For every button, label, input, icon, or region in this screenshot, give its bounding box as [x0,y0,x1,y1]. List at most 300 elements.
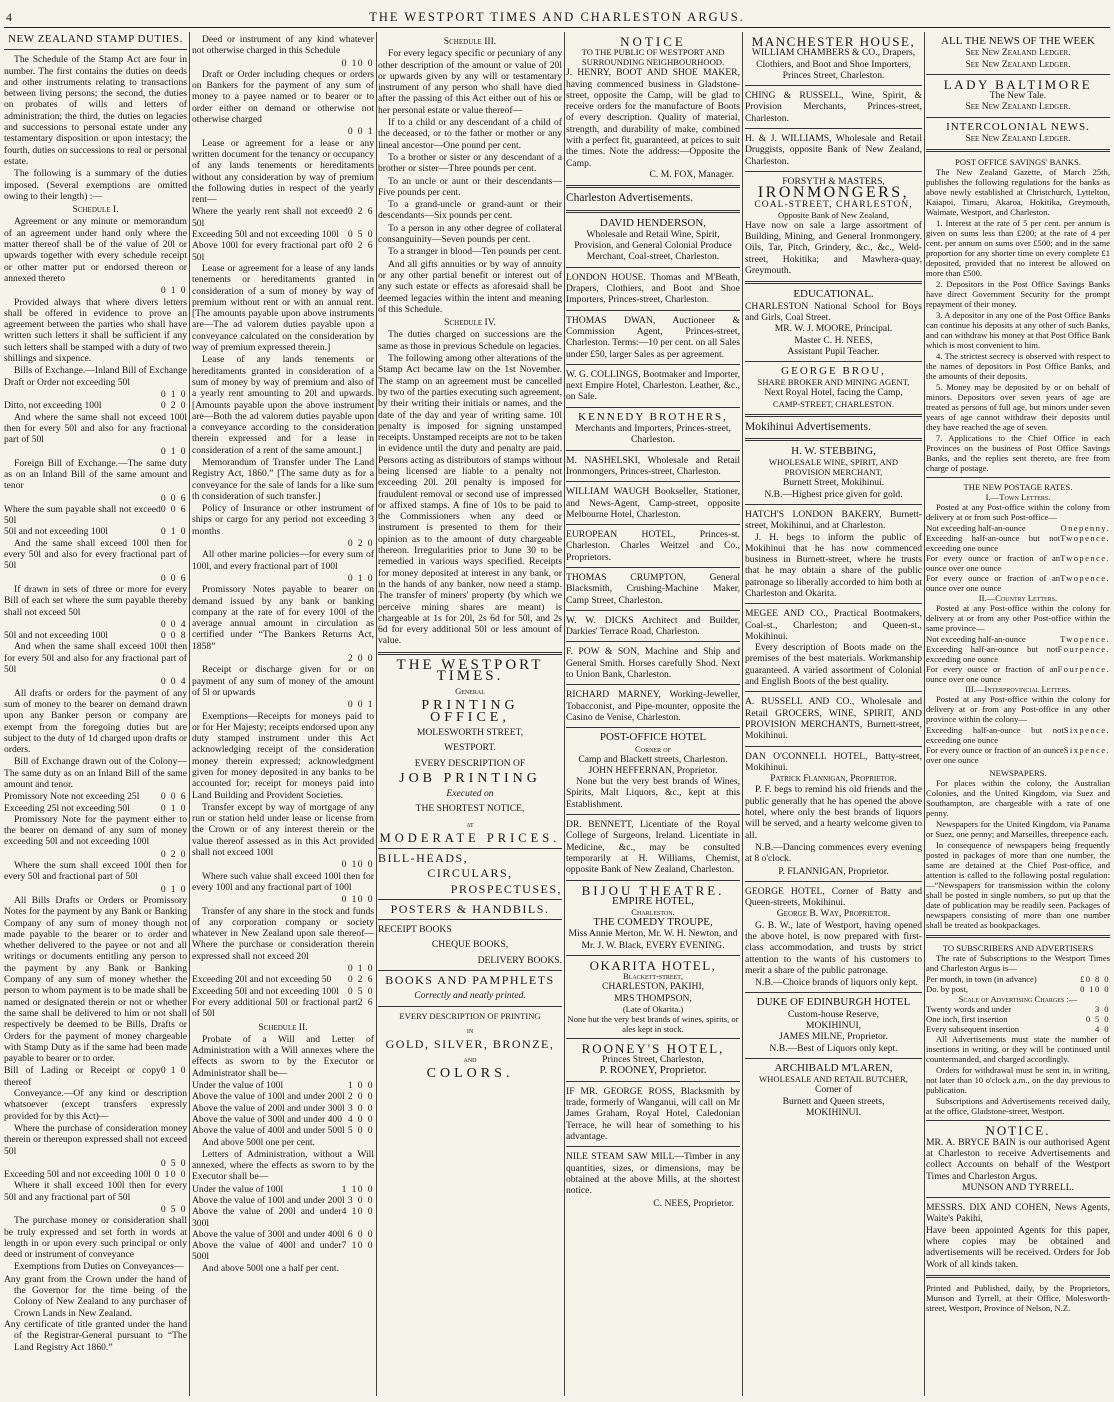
ad-line: EVERY DESCRIPTION OF [414,757,526,769]
ad-line: PROSPECTUSES, [450,881,562,896]
forsyth-masters-ad [745,176,922,276]
dicks-ad: W. W. DICKS Architect and Builder, Darkies' Terrace Road, Charleston. [566,614,740,638]
ad-title: THE WESTPORT TIMES. [396,656,544,685]
divider [745,128,922,129]
row-label: Exceeding half-an-ounce but not exceeding one ounce [926,725,1064,746]
divider [926,1275,1110,1278]
paragraph: Promissory Notes payable to bearer on demand issued by any bank or banking company at the rate of for every 100l of the average annual amount in circulation as certified under “The Bankers Returns Act, 1858” [192,584,374,652]
ad-body: Wholesale and Retail Wine, Spirit, Provision, and General Colonial Produce Merchant, Coal-street, Charleston. [574,228,732,263]
divider [745,361,922,362]
ad-line: Blackett-street, [622,971,684,982]
divider [745,414,922,417]
row-amount: 4 0 [1095,1024,1110,1035]
duty-row [4,676,187,687]
subscribers-notice [926,943,1110,1116]
ad-title: ROONEY'S HOTEL, [581,1040,725,1056]
paragraph: Conveyance.—Of any kind or description whatsoever (except transfers expressly provided for by this Act)— [4,1088,187,1122]
duty-label: 50l and not exceeding 100l [4,630,108,642]
ad-line: Correctly and neatly printed. [414,990,526,1002]
duty-label: Exceeding 50l and not exceeding 100l [192,985,339,997]
paragraph: To a stranger in blood—Ten pounds per cent. [388,246,562,258]
paragraph: The purchase money or consideration shall be truly expressed and set forth in words at length in or upon every such principal or only deed or instrument of conveyance [4,1215,187,1261]
imprint: Printed and Published, daily, by the Proprietors, Munson and Tyrrell, at their Office, Molesworth-street, Westport, Province of Nelson, N.Z. [926,1282,1110,1313]
ad-title: DUKE OF EDINBURGH HOTEL [756,996,911,1009]
duty-row [192,699,374,710]
ad-line: JAMES MILNE, Proprietor. [779,1031,888,1043]
table-row [926,573,1110,593]
duty-row [4,619,187,630]
divider [566,267,740,268]
ad-title: GEORGE BROU, [781,365,886,378]
duty-label: Bill of Lading or Receipt or copy thereof [4,1065,161,1088]
ad-line: MOKIHINUI, [805,1020,862,1032]
paragraph: All Advertisements must state the number of insertions in writing, or they will be continued until countermanded, and charged accordingly. [926,1034,1110,1065]
williams-ad: H. & J. WILLIAMS, Wholesale and Retail Druggists, opposite Bank of New Zealand, Charleston. [745,133,922,167]
row-amount: 3 0 0 [347,1102,374,1114]
duty-row [4,504,187,527]
duty-amount: 0 0 4 [160,618,187,630]
row-label: Twenty words and under [926,1004,1012,1015]
notice-ad [566,36,740,180]
crumpton-ad: THOMAS CRUMPTON, General Blacksmith, Crushing-Machine Maker, Camp Street, Charleston. [566,571,740,606]
row-label: For every ounce or fraction of an ounce over one ounce [926,745,1064,766]
ad-line: FORSYTH & MASTERS, [782,175,885,187]
duty-row [192,58,374,69]
divider [566,450,740,451]
paragraph: Subscriptions and Advertisements received daily, at the office, Gladstone-street, Westport. [926,1096,1110,1117]
paragraph: Agreement or any minute or memorandum of an agreement under hand only where the matter thereof shall be of the value of 20l or upwards together with every schedule receipt or other matter put or endorsed thereon or annexed thereto [4,216,187,284]
divider [378,1006,562,1007]
paragraph: Lease of any lands tenements or hereditaments granted in consideration of a sum of money by way of premium and also of a yearly rent amounting to 20l and upwards. [Amounts payable upon the above instrument are—Both the ad valorem duties payable upon a conveyance according to the consideration therein expressed and for a lease in consideration of a rent of the same amount.] [192,354,374,456]
country-rates-table [926,634,1110,684]
duty-label: Promissory Note not exceeding 25l [4,791,140,803]
duty-row [192,894,374,905]
paragraph: Probate of a Will and Letter of Administration with a Will annexes where the effects as sworn to by the Executor or Administrator shall be— [192,1033,374,1079]
divider [566,567,740,568]
ad-line: Custom-house Reserve, [787,1008,880,1020]
row-amount: Twopence. [1060,634,1110,645]
ad-line: MRS THOMPSON, [614,992,692,1004]
divider [566,481,740,482]
subheading: II.—Country Letters. [978,593,1058,604]
duty-row [4,526,187,537]
divider [745,281,922,284]
paragraph: And all gifts annuities or by way of annuity or any other partial benefit or interest out of any such estate or effects as aforesaid shall be deemed legacies within the intent and meaning of this Schedule. [378,258,562,315]
ad-line: and [463,1053,477,1064]
table-row [192,1091,374,1102]
paragraph: The Schedule of the Stamp Act are four in number. The first contains the duties on deeds and other instruments relating to transactions between living persons; the second, the duties on probates of wills and letters of administration; the third, the duties on legacies and successions to personal estate under any testamentary disposition or upon intestacy; the fourth, duties on successions to real or personal estate. [4,54,187,167]
paragraph: 2. Depositors in the Post Office Savings Banks have direct Government Security for the prompt repayment of their money. [926,279,1110,310]
duty-amount: 0 2 6 [347,974,374,986]
table-row [192,1080,374,1091]
duty-row [192,974,374,985]
divider [566,210,740,213]
divider [566,684,740,685]
paragraph: Foreign Bill of Exchange.—The same duty as on an Inland Bill of the same amount and tenor [4,457,187,492]
ad-title: EDUCATIONAL. [793,288,874,301]
divider [566,814,740,815]
row-label: For every ounce or fraction of an ounce over one ounce [926,553,1061,574]
post-office-hotel-ad [566,732,740,810]
bennett-ad: DR. BENNETT, Licentiate of the Royal College of Surgeons, Ireland. Licentiate in Medicine, &c., may be consulted temporarily at H. Williams, Chemist, opposite Bank of New Zealand, Charleston. [566,819,740,876]
subheading: Scale of Advertising Charges :— [958,994,1078,1005]
divider [745,881,922,882]
row-amount: 4 0 0 [347,1113,374,1125]
paper-title: THE WESTPORT TIMES AND CHARLESTON ARGUS. [369,10,745,24]
paragraph: And when the same shall exceed 100l then for every 50l and also for any fractional part of 50l [4,641,187,676]
table-row [926,634,1110,644]
column-stamp-duties [4,34,187,1396]
duty-row [192,573,374,584]
duty-amount: 0 5 0 [347,985,374,997]
schedule-heading: Schedule III. [443,36,497,47]
table-row [926,745,1110,765]
table-row [192,1195,374,1206]
duty-amount: 0 2 0 [160,848,187,860]
ad-body: N.B.—Choice brands of liquors only kept. [755,977,919,989]
ad-line: BOOKS AND PAMPHLETS [385,973,555,988]
duty-amount: 0 5 0 [160,1157,187,1169]
column-rule [189,32,190,1396]
column-rule [376,32,377,1396]
ad-body: Have now on sale a large assortment of Building, Mining, and General Ironmongery. Oils, Tar, Pitch, Grindery, &c., &c., Weld-street, Hokitika; and Mawhera-quay, Greymouth. [745,219,922,277]
paragraph: 3. A depositor in any one of the Post Office Banks can continue his deposits at any other of such Banks, and can withdraw his money at that Post Office Bank which is most convenient to him. [926,310,1110,351]
ad-line: EMPIRE HOTEL, [612,894,694,907]
duty-label: For every additional 50l or fractional part of 50l [192,996,358,1020]
table-row [926,1004,1110,1014]
divider [745,691,922,692]
stebbing-ad [745,446,922,500]
edinburgh-hotel-ad [745,997,922,1053]
ad-title: KENNEDY BROTHERS, [578,410,728,423]
duty-label: Exceeding 50l and not exceeding 100l [4,1169,151,1181]
ad-line: Charleston. [631,907,675,918]
divider [745,438,922,441]
bijou-theatre-ad [566,882,740,951]
ad-line: at [466,818,474,829]
kennedy-ad [566,412,740,446]
paragraph: Where the sum shall exceed 100l then for every 50l and fractional part of 50l [4,860,187,883]
table-row [192,1184,374,1195]
paragraph: All drafts or orders for the payment of any sum of money to the bearer on demand drawn upon any Banker person or company are exempt from the foregoing duties but are subject to the duty of 1d charged upon drafts or orders. [4,687,187,756]
ad-line: POSTERS & HANDBILS. [390,901,550,916]
duty-amount: 0 2 6 [347,240,374,252]
divider [566,610,740,611]
paragraph: Where the purchase of consideration money therein or thereupon expressed shall not exceed 50l [4,1122,187,1157]
ad-line: CHEQUE BOOKS, [431,939,509,951]
row-amount: Sixpence. [1063,745,1110,756]
duty-row [192,963,374,974]
section-heading: THE NEW POSTAGE RATES. [963,482,1073,493]
duty-row [192,206,374,229]
table-row [926,725,1110,745]
table-row [192,1240,374,1263]
duty-amount: 0 2 0 [160,400,187,412]
ad-line: See New Zealand Ledger. [965,101,1071,113]
ad-signature: MUNSON AND TYRRELL. [961,1181,1075,1193]
table-row [192,1206,374,1229]
table-row [926,523,1110,533]
pow-ad: F. POW & SON, Machine and Ship and General Smith. Horses carefully Shod. Next to Union Bank, Charleston. [566,646,740,681]
duty-label: Exceeding 50l and not exceeding 100l [192,229,339,241]
george-hotel-ad [745,886,922,989]
schedule-heading: Schedule I. [72,204,119,216]
ad-title: MANCHESTER HOUSE, [751,34,916,49]
duty-row [4,389,187,400]
european-hotel-ad: EUROPEAN HOTEL, Princes-st. Charleston. Charles Weitzel and Co., Proprietors. [566,529,740,563]
ad-body: MR. A. BRYCE BAIN is our authorised Agent at Charleston to receive Advertisements and collect Accounts on behalf of the Westport Times and Charleston Argus. [926,1136,1110,1182]
ad-body: None but the very best brands of Wines, Spirits, Malt Liquors, &c., kept at this Establishment. [566,776,740,810]
job-printing-ad [378,656,562,1081]
ad-line: Next Royal Hotel, facing the Camp, [764,387,903,399]
row-amount: Fourpence. [1057,644,1110,655]
divider [745,603,922,604]
henderson-ad [566,218,740,263]
ad-line: Executed on [446,788,494,800]
row-label: Exceeding half-an-ounce but not exceeding one ounce [926,644,1058,665]
london-house-ad: LONDON HOUSE. Thomas and M'Beath, Drapers, Clothiers, and Boot and Shoe Importers, Princes-street, Charleston. [566,271,740,306]
duty-row [192,653,374,664]
ad-line: GOLD, SILVER, BRONZE, [385,1036,555,1051]
ad-title: DAVID HENDERSON, [599,216,707,229]
lady-baltimore-ad [926,76,1110,113]
ad-line: N.B.—Highest price given for gold. [764,488,903,500]
divider [566,1038,740,1039]
row-label: Above the value of 400l and under 500l [192,1240,342,1263]
divider [745,1058,922,1059]
row-amount: 0 10 0 [1080,984,1110,995]
column-rule [742,32,743,1396]
duty-amount: 0 0 6 [160,503,187,515]
divider [926,149,1110,152]
paragraph: Lease or agreement for a lease of any lands tenements or hereditaments granted in consideration of a sum of money by way of premium without rent or with an annual rent. [The amounts payable upon above instruments are—The ad valorem duties payable upon a conveyance calculated on the consideration by way of premium expressed therein.] [192,262,374,354]
divider [566,524,740,525]
ad-line: Opposite Bank of New Zealand, [778,209,889,220]
column-rule [924,32,925,1396]
ad-title: DAN O'CONNELL HOTEL, Batty-street, Mokihinui. [745,750,922,773]
ad-line: MR. W. J. MOORE, Principal. [774,323,893,335]
advertising-rates-table [926,1004,1110,1034]
ad-line: BILL-HEADS, [378,851,469,865]
duty-row [4,400,187,411]
section-heading: Charleston Advertisements. [566,192,694,205]
paragraph: Policy of Insurance or other instrument of ships or cargo for any period not exceeding 3 months [192,503,374,537]
divider [566,880,740,881]
duty-amount: 0 1 0 [160,883,187,895]
paragraph: If to a child or any descendant of a child of the deceased, or to the father or mother or any lineal ancestor—One pound per cent. [378,117,562,151]
ad-line: THE COMEDY TROUPE, [593,916,713,929]
divider [378,919,562,920]
duty-label: Where the yearly rent shall not exceed 50l [192,206,348,229]
paragraph: Draft or Order including cheques or orders on Bankers for the payment of any sum of money to a payee named or to bearer or to order either on demand or otherwise not otherwise charged [192,68,374,126]
divider [378,970,562,971]
ad-title: NOTICE [620,34,686,49]
table-row [192,1229,374,1240]
duty-row [192,538,374,549]
interprovincial-rates-table [926,725,1110,765]
row-amount: 3 0 0 [347,1194,374,1206]
paragraph: To a brother or sister or any descendant of a brother or sister—Three pounds per cent. [378,151,562,175]
duty-label: 50l and not exceeding 100l [4,526,108,538]
divider [566,727,740,728]
section-heading: Mokihinui Advertisements. [745,420,871,433]
duty-row [4,1204,187,1215]
ad-body: Camp and Blackett streets, Charleston. JOHN HEFFERNAN, Proprietor. [578,753,728,776]
row-label: Above the value of 100l and under 200l [192,1091,345,1103]
paragraph: Newspapers for the United Kingdom, via Panama or Suez, one penny; and Marseilles, threepence each. [926,819,1110,840]
subscription-rates-table [926,974,1110,994]
ledger-news-ad [926,36,1110,70]
ad-line: MOKIHINUI. [805,1106,862,1118]
paragraph: Any grant from the Crown under the hand of the Governor for the time being of the Colony of New Zealand to any purchaser of Crown Lands in New Zealand. [4,1273,187,1319]
row-amount: Twopence. [1060,553,1110,564]
divider [926,477,1110,478]
row-amount: 6 0 0 [347,1228,374,1240]
paragraph: Letters of Administration, without a Will annexed, where the effects as sworn to by the Executor shall be— [192,1148,374,1183]
row-amount: 1 10 0 [341,1183,374,1195]
ad-body: Merchants and Importers, Princes-street, Charleston. [575,423,731,446]
paragraph: 4. The strictest secrecy is observed with respect to the names of depositors in Post Office Banks, and the amounts of their deposits. [926,351,1110,382]
ad-title: ALL THE NEWS OF THE WEEK [941,35,1095,47]
paragraph: Deed or instrument of any kind whatever not otherwise charged in this Schedule [192,34,374,57]
row-amount: 1 0 0 [347,1080,374,1092]
table-row [926,1014,1110,1024]
duty-amount: 0 1 0 [347,963,374,975]
paragraph: In consequence of newspapers being frequently posted in packages of more than one number, the same are detained at the Chief Post-office, and attention is called to the following postal regulation:—“Newspapers for transmission within the colony shall be posted in single numbers, so put up that the date of publication may be readily seen. Packages of newspapers consisting of more than one number shall be treated as bookpackages. [926,840,1110,931]
ad-body: CHARLESTON National School for Boys and Girls, Coal Street. [745,300,922,323]
row-amount: 4 10 0 [341,1206,374,1218]
ad-line: George B. Way, Proprietor. [776,908,891,920]
duty-amount: 0 0 6 [160,572,187,584]
duty-amount: 0 10 0 [341,894,374,906]
ad-line: COAL-STREET, CHARLESTON, [754,198,913,210]
okarita-hotel-ad [566,960,740,1034]
bryce-bain-notice [926,1125,1110,1193]
collings-ad: W. G. COLLINGS, Bootmaker and Importer, next Empire Hotel, Charleston. Leather, &c., on Sale. [566,368,740,403]
paragraph: Where it shall exceed 100l then for every 50l and any fractional part of 50l [4,1180,187,1203]
duty-amount: 0 0 6 [160,791,187,803]
ad-title: ARCHIBALD M'LAREN, [774,1061,893,1074]
masthead-rule [4,27,1110,28]
mclaren-butcher-ad [745,1063,922,1118]
divider [566,364,740,365]
duty-amount: 0 1 0 [160,446,187,458]
paragraph: Transfer of any share in the stock and funds of any corporation company or society whatever in New Zealand upon sale thereof—Where the purchase or consideration therein expressed shall not exceed 20l [192,905,374,962]
table-row [926,1024,1110,1034]
row-label: For every ounce or fraction of an ounce over one ounce [926,664,1058,685]
duty-amount: 0 1 0 [160,1065,187,1077]
duty-amount: 0 1 0 [160,388,187,400]
ad-title: BIJOU THEATRE. [581,882,725,898]
duty-row [4,1065,187,1088]
dix-cohen-ad [926,1202,1110,1270]
ad-line: COLORS. [426,1065,514,1081]
duty-amount: 0 10 0 [154,1169,187,1181]
duty-amount: 0 10 0 [341,859,374,871]
ad-body: J. HENRY, BOOT AND SHOE MAKER, having commenced business in Gladstone-street, opposite the Camp, will be glad to receive orders for the manufacture of Boots of every description. Quality of material, strength, and durability of make, combined with a perfect fit, guaranteed, at prices to suit the times. Note the address:—Opposite the Camp. [566,67,740,169]
nile-saw-mill-ad: NILE STEAM SAW MILL—Timber in any quantities, sizes, or dimensions, may be obtained at the above Mills, at the shortest notice. [566,1151,740,1197]
paragraph: And above 500l one a half per cent. [202,1262,339,1274]
ad-line: Patrick Flannigan, Proprietor. [770,773,897,785]
divider [378,899,562,900]
dwan-ad: THOMAS DWAN, Auctioneer & Commission Agent, Princes-street, Charleston. Terms:—10 per cent. on all Sales under £50, larger Sales as per agreement. [566,314,740,360]
divider [566,1146,740,1147]
paragraph: If drawn in sets of three or more for every Bill of each set where the sum payable thereby shall not exceed 50l [4,583,187,618]
subheading: III.—Interprovincial Letters. [965,684,1071,695]
duty-amount: 0 10 0 [341,57,374,69]
paragraph: Lease or agreement for a lease or any written document for the tenancy or occupancy of any lands tenements or hereditaments without any consideration by way of premium the following duties in respect of the yearly rent— [192,137,374,206]
ad-signature: C. M. FOX, Manager. [649,168,734,180]
row-label: Above the value of 100l and under 200l [192,1194,345,1206]
divider [566,185,740,188]
waugh-ad: WILLIAM WAUGH Bookseller, Stationer, and News-Agent, Camp-street, opposite Melbourne Hotel, Charleston. [566,486,740,520]
row-label: Under the value of 100l [192,1080,284,1092]
divider [566,1081,740,1082]
ad-line: (Late of Okarita.) [622,1003,684,1014]
duty-row [4,1158,187,1169]
divider [378,652,562,655]
divider [378,848,562,849]
duty-row [192,997,374,1020]
duty-amount: 0 1 0 [160,802,187,814]
duty-label: Where the sum payable shall not exceed 50l [4,503,161,527]
duty-row [4,493,187,504]
divider [926,74,1110,75]
duty-row [192,126,374,137]
schedule-heading: Schedule II. [258,1021,308,1033]
paragraph: Where such value shall exceed 100l then for every 100l and any fractional part of 100l [192,870,374,893]
ad-body: None but the very best brands of wines, spirits, or ales kept in stock. [567,1013,739,1034]
ad-body: P. F. begs to remind his old friends and the public generally that he has opened the above hotel, where only the best brands of liquors will be served, and a hearty welcome given to all. [745,784,922,841]
russell-grocers-ad: A. RUSSELL AND CO., Wholesale and Retail GROCERS, WINE, SPIRIT, AND PROVISION MERCHANTS, Burnett-street, Mokihinui. [745,696,922,742]
ad-line: Burnett Street, Mokihinui. [782,477,885,489]
masthead [0,0,1114,30]
paragraph: 5. Money may be deposited by or on behalf of minors. Depositors over seven years of age are treated as persons of full age, but minors under seven years of age cannot withdraw their deposits until they have reached the age of seven. [926,382,1110,433]
megee-ad [745,608,922,687]
row-label: Above the value of 300l and under 400l [192,1228,345,1240]
paragraph: For every legacy specific or pecuniary of any other description of the amount or value of 20l or upwards given by any will or testamentary instrument of any person who shall have died after the passing of this Act either out of his or her personal estate or value thereof— [378,48,562,116]
ad-body: Every description of Boots made on the premises of the best materials. Workmanship guaranteed. A varied assortment of Colonial and English Boots of the best quality. [745,642,922,688]
ad-line: MODERATE PRICES. [379,830,561,845]
row-label: Above the value of 200l and under 300l [192,1206,342,1229]
divider [745,992,922,993]
ad-title: HATCH'S LONDON BAKERY, Burnett-street, Mokihinui, and at Charleston. [745,508,922,532]
divider [566,407,740,408]
duty-row [4,630,187,641]
ad-line: The New Tale. [989,90,1047,102]
paragraph: Orders for withdrawal must be sent in, in writing, not later than 10 o'clock a.m., on the day previous to publication. [926,1065,1110,1096]
duty-row [4,884,187,895]
divider [926,1197,1110,1198]
ad-line: EVERY DESCRIPTION OF PRINTING [399,1010,541,1021]
schedule-heading: Schedule IV. [444,317,496,329]
ad-line: THE SHORTEST NOTICE, [415,803,525,815]
section-heading: POST OFFICE SAVINGS' BANKS. [955,157,1081,168]
ad-line: Corner of [814,1084,853,1096]
duty-amount: 0 0 1 [347,126,374,138]
table-row [192,1125,374,1136]
row-label: For every ounce or fraction of an ounce over one ounce [926,573,1061,594]
duty-amount: 0 1 0 [347,572,374,584]
paragraph: Exemptions—Receipts for moneys paid to or for Her Majesty; receipts endorsed upon any duty stamped instrument under this Act acknowledging receipt of the consideration money therein expressed; acknowledgment given for money deposited in any banks to be accounted for; receipt for moneys paid into Land Building and Provident Societies. [192,710,374,801]
ad-body: G. B. W., late of Westport, having opened the above hotel, is now prepared with first-class accommodation, and trusts by strict attention to the wants of his customers to merit a share of the public patronage. [745,919,922,976]
intercolonial-ad [926,122,1110,145]
stamp-duties-heading: NEW ZEALAND STAMP DUTIES. [8,34,183,45]
duty-amount: 0 0 1 [347,699,374,711]
paragraph: And where the same shall not exceed 100l then for every 50l and also for any fractional part of 50l [4,411,187,446]
ad-subtitle: TO THE PUBLIC OF WESTPORT AND SURROUNDING NEIGHBOURHOOD. [581,47,725,68]
ad-title: OKARITA HOTEL, [589,958,717,973]
